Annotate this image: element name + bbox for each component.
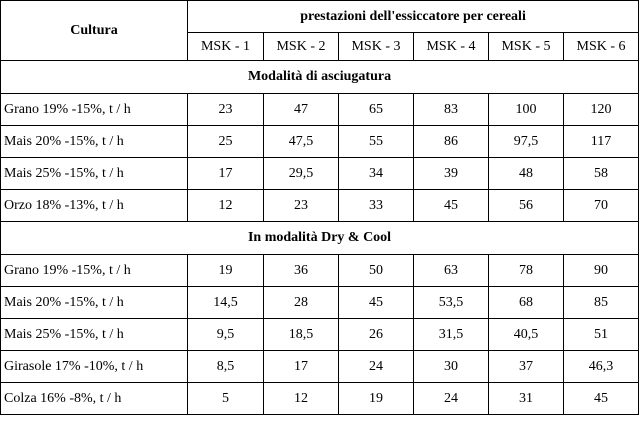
table-cell: 97,5 (489, 126, 564, 158)
table-cell: 25 (188, 126, 264, 158)
table-cell: 37 (489, 351, 564, 383)
table-cell: 86 (414, 126, 489, 158)
table-cell: 47 (264, 94, 339, 126)
row-label: Grano 19% -15%, t / h (1, 255, 188, 287)
table-cell: 12 (264, 383, 339, 415)
table-cell: 90 (564, 255, 639, 287)
row-label: Colza 16% -8%, t / h (1, 383, 188, 415)
table-cell: 45 (339, 287, 414, 319)
table-cell: 65 (339, 94, 414, 126)
table-cell: 31 (489, 383, 564, 415)
model-header: MSK - 5 (489, 33, 564, 61)
row-label: Girasole 17% -10%, t / h (1, 351, 188, 383)
table-cell: 5 (188, 383, 264, 415)
table-cell: 39 (414, 158, 489, 190)
model-header: MSK - 6 (564, 33, 639, 61)
table-cell: 47,5 (264, 126, 339, 158)
table-cell: 23 (264, 190, 339, 222)
table-cell: 117 (564, 126, 639, 158)
section-title: Modalità di asciugatura (1, 61, 639, 94)
table-cell: 8,5 (188, 351, 264, 383)
table-cell: 24 (339, 351, 414, 383)
table-cell: 30 (414, 351, 489, 383)
model-header: MSK - 3 (339, 33, 414, 61)
table-cell: 12 (188, 190, 264, 222)
table-cell: 26 (339, 319, 414, 351)
table-cell: 63 (414, 255, 489, 287)
table-cell: 45 (414, 190, 489, 222)
table-cell: 58 (564, 158, 639, 190)
table-cell: 56 (489, 190, 564, 222)
table-cell: 45 (564, 383, 639, 415)
table-cell: 100 (489, 94, 564, 126)
table-cell: 28 (264, 287, 339, 319)
row-label: Orzo 18% -13%, t / h (1, 190, 188, 222)
table-cell: 29,5 (264, 158, 339, 190)
section-title: In modalità Dry & Cool (1, 222, 639, 255)
table-cell: 24 (414, 383, 489, 415)
row-label: Mais 20% -15%, t / h (1, 126, 188, 158)
table-row (1, 255, 639, 287)
table-row (1, 287, 639, 319)
row-label: Mais 20% -15%, t / h (1, 287, 188, 319)
table-row (1, 94, 639, 126)
model-header: MSK - 4 (414, 33, 489, 61)
table-cell: 40,5 (489, 319, 564, 351)
table-cell: 31,5 (414, 319, 489, 351)
table-cell: 17 (188, 158, 264, 190)
table-row (1, 319, 639, 351)
row-label: Grano 19% -15%, t / h (1, 94, 188, 126)
group-header: prestazioni dell'essiccatore per cereali (188, 1, 639, 33)
table-cell: 46,3 (564, 351, 639, 383)
table-cell: 36 (264, 255, 339, 287)
table-cell: 120 (564, 94, 639, 126)
table-cell: 78 (489, 255, 564, 287)
table-cell: 53,5 (414, 287, 489, 319)
table-cell: 14,5 (188, 287, 264, 319)
table-cell: 19 (188, 255, 264, 287)
table-cell: 17 (264, 351, 339, 383)
table-cell: 33 (339, 190, 414, 222)
table-cell: 55 (339, 126, 414, 158)
table-row (1, 158, 639, 190)
model-header: MSK - 1 (188, 33, 264, 61)
table-cell: 68 (489, 287, 564, 319)
row-label: Mais 25% -15%, t / h (1, 319, 188, 351)
table-cell: 23 (188, 94, 264, 126)
table-cell: 34 (339, 158, 414, 190)
table-row (1, 126, 639, 158)
table-cell: 18,5 (264, 319, 339, 351)
table-cell: 48 (489, 158, 564, 190)
table-cell: 51 (564, 319, 639, 351)
row-label: Mais 25% -15%, t / h (1, 158, 188, 190)
table-cell: 70 (564, 190, 639, 222)
model-header: MSK - 2 (264, 33, 339, 61)
table-cell: 83 (414, 94, 489, 126)
table-cell: 19 (339, 383, 414, 415)
table-cell: 9,5 (188, 319, 264, 351)
culture-header: Cultura (1, 1, 188, 61)
table-row (1, 383, 639, 415)
table-cell: 50 (339, 255, 414, 287)
table-row (1, 351, 639, 383)
table-cell: 85 (564, 287, 639, 319)
table-row (1, 190, 639, 222)
